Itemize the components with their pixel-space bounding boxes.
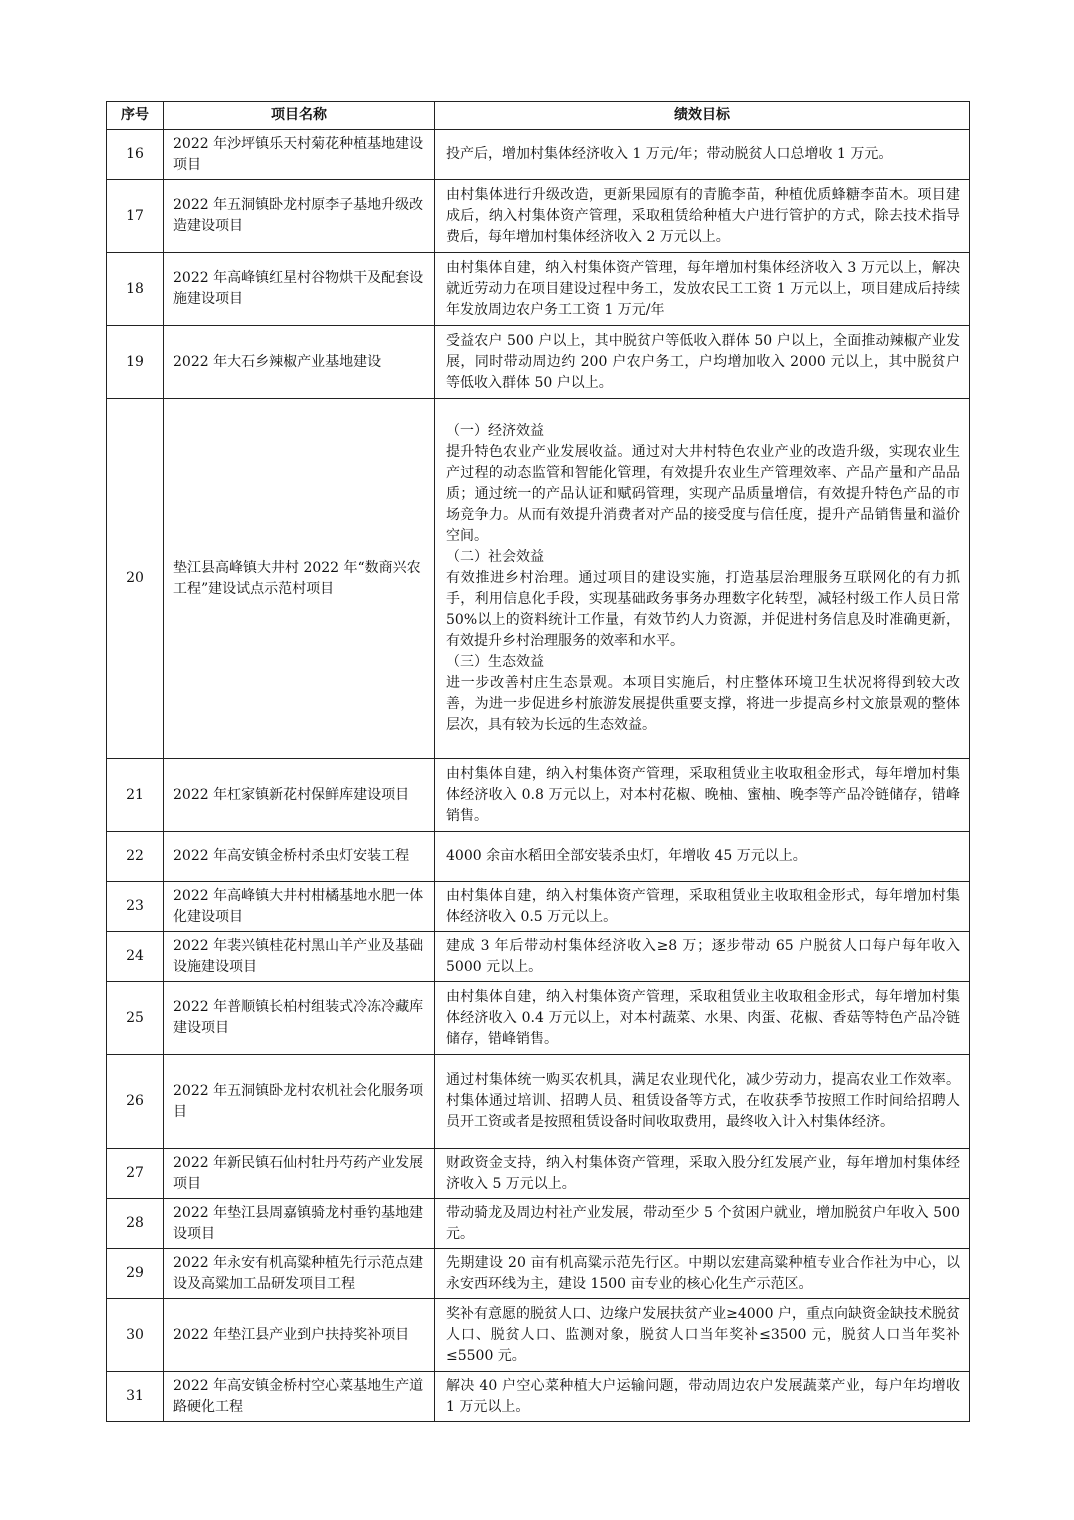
- row-number: 16: [107, 130, 164, 180]
- performance-goal: 带动骑龙及周边村社产业发展，带动至少 5 个贫困户就业，增加脱贫户年收入 500 元。: [435, 1199, 970, 1249]
- performance-goal: [435, 399, 970, 759]
- performance-goal: 先期建设 20 亩有机高粱示范先行区。中期以宏建高粱种植专业合作社为中心，以永安西环线为主，建设 1500 亩专业的核心化生产示范区。: [435, 1249, 970, 1299]
- performance-goal: 通过村集体统一购买农机具，满足农业现代化，减少劳动力，提高农业工作效率。村集体通过培训、招聘人员、租赁设备等方式，在收获季节按照工作时间给招聘人员开工资或者是按照租赁设备时间收取费用，最终收入计入村集体经济。: [435, 1055, 970, 1149]
- row-number: 18: [107, 253, 164, 326]
- goal-paragraph: 提升特色农业产业发展收益。通过对大井村特色农业产业的改造升级，实现农业生产过程的动态监管和智能化管理，有效提升农业生产管理效率、产品产量和产品品质；通过统一的产品认证和赋码管理，实现产品质量增信，有效提升特色产品的市场竞争力。从而有效提升消费者对产品的接受度与信任度，提升产品销售量和溢价空间。: [446, 444, 960, 544]
- performance-goal: 解决 40 户空心菜种植大户运输问题，带动周边农户发展蔬菜产业，每户年均增收 1 万元以上。: [435, 1372, 970, 1422]
- goal-heading: （三）生态效益: [446, 654, 544, 670]
- performance-goal: 受益农户 500 户以上，其中脱贫户等低收入群体 50 户以上，全面推动辣椒产业发展，同时带动周边约 200 户农户务工，户均增加收入 2000 元以上，其中脱贫户等低收入群体 50 户以上。: [435, 326, 970, 399]
- table-row: [107, 326, 970, 399]
- table-row: [107, 982, 970, 1055]
- table-row: [107, 832, 970, 882]
- project-name: 2022 年高峰镇大井村柑橘基地水肥一体化建设项目: [164, 882, 435, 932]
- header-name: 项目名称: [164, 102, 435, 130]
- header-goal: 绩效目标: [435, 102, 970, 130]
- performance-goal: 奖补有意愿的脱贫人口、边缘户发展扶贫产业≥4000 户，重点向缺资金缺技术脱贫人口、脱贫人口、监测对象，脱贫人口当年奖补≤3500 元，脱贫人口当年奖补≤5500 元。: [435, 1299, 970, 1372]
- performance-goal: 由村集体进行升级改造，更新果园原有的青脆李苗，种植优质蜂糖李苗木。项目建成后，纳入村集体资产管理，采取租赁给种植大户进行管护的方式，除去技术指导费后，每年增加村集体经济收入 2 万元以上。: [435, 180, 970, 253]
- table-row: [107, 1055, 970, 1149]
- performance-goal: 建成 3 年后带动村集体经济收入≥8 万；逐步带动 65 户脱贫人口每户每年收入 5000 元以上。: [435, 932, 970, 982]
- row-number: 21: [107, 759, 164, 832]
- table-row: [107, 253, 970, 326]
- row-number: 17: [107, 180, 164, 253]
- row-number: 29: [107, 1249, 164, 1299]
- performance-goal: 财政资金支持，纳入村集体资产管理，采取入股分红发展产业，每年增加村集体经济收入 5 万元以上。: [435, 1149, 970, 1199]
- project-name: 2022 年裴兴镇桂花村黑山羊产业及基础设施建设项目: [164, 932, 435, 982]
- row-number: 31: [107, 1372, 164, 1422]
- table-row: [107, 130, 970, 180]
- row-number: 26: [107, 1055, 164, 1149]
- table-header-row: [107, 102, 970, 130]
- project-name: 2022 年高安镇金桥村空心菜基地生产道路硬化工程: [164, 1372, 435, 1422]
- table-row: [107, 882, 970, 932]
- row-number: 23: [107, 882, 164, 932]
- project-name: 2022 年大石乡辣椒产业基地建设: [164, 326, 435, 399]
- table-row: [107, 180, 970, 253]
- project-name: 2022 年杠家镇新花村保鲜库建设项目: [164, 759, 435, 832]
- goal-paragraph: 有效推进乡村治理。通过项目的建设实施，打造基层治理服务互联网化的有力抓手，利用信息化手段，实现基础政务事务办理数字化转型，减轻村级工作人员日常 50%以上的资料统计工作量，有效节约人力资源，并促进村务信息及时准确更新，有效提升乡村治理服务的效率和水平。: [446, 570, 960, 649]
- table-row: [107, 1249, 970, 1299]
- project-name: 垫江县高峰镇大井村 2022 年“数商兴农工程”建设试点示范村项目: [164, 399, 435, 759]
- table-row: [107, 1149, 970, 1199]
- table-row: [107, 399, 970, 759]
- goal-heading: （一）经济效益: [446, 423, 544, 439]
- project-name: 2022 年新民镇石仙村牡丹芍药产业发展项目: [164, 1149, 435, 1199]
- performance-goal: 由村集体自建，纳入村集体资产管理，采取租赁业主收取租金形式，每年增加村集体经济收入 0.5 万元以上。: [435, 882, 970, 932]
- goal-heading: （二）社会效益: [446, 549, 544, 565]
- table-row: [107, 1372, 970, 1422]
- project-name: 2022 年五洞镇卧龙村原李子基地升级改造建设项目: [164, 180, 435, 253]
- table-row: [107, 1199, 970, 1249]
- performance-goal: 由村集体自建，纳入村集体资产管理，每年增加村集体经济收入 3 万元以上，解决就近劳动力在项目建设过程中务工，发放农民工工资 1 万元以上，项目建成后持续年发放周边农户务工工资 1 万元/年: [435, 253, 970, 326]
- row-number: 24: [107, 932, 164, 982]
- project-name: 2022 年高峰镇红星村谷物烘干及配套设施建设项目: [164, 253, 435, 326]
- project-name: 2022 年垫江县产业到户扶持奖补项目: [164, 1299, 435, 1372]
- row-number: 19: [107, 326, 164, 399]
- performance-goal: 由村集体自建，纳入村集体资产管理，采取租赁业主收取租金形式，每年增加村集体经济收入 0.8 万元以上，对本村花椒、晚柚、蜜柚、晚李等产品冷链储存，错峰销售。: [435, 759, 970, 832]
- table-row: [107, 932, 970, 982]
- row-number: 30: [107, 1299, 164, 1372]
- performance-table: [106, 101, 970, 1422]
- table-row: [107, 1299, 970, 1372]
- performance-goal: 4000 余亩水稻田全部安装杀虫灯，年增收 45 万元以上。: [435, 832, 970, 882]
- project-name: 2022 年永安有机高粱种植先行示范点建设及高粱加工品研发项目工程: [164, 1249, 435, 1299]
- project-name: 2022 年五洞镇卧龙村农机社会化服务项目: [164, 1055, 435, 1149]
- performance-goal: 由村集体自建，纳入村集体资产管理，采取租赁业主收取租金形式，每年增加村集体经济收入 0.4 万元以上，对本村蔬菜、水果、肉蛋、花椒、香菇等特色产品冷链储存，错峰销售。: [435, 982, 970, 1055]
- goal-paragraph: 进一步改善村庄生态景观。本项目实施后，村庄整体环境卫生状况将得到较大改善，为进一步促进乡村旅游发展提供重要支撑，将进一步提高乡村文旅景观的整体层次，具有较为长远的生态效益。: [446, 675, 960, 733]
- header-no: 序号: [107, 102, 164, 130]
- project-name: 2022 年垫江县周嘉镇骑龙村垂钓基地建设项目: [164, 1199, 435, 1249]
- project-name: 2022 年沙坪镇乐天村菊花种植基地建设项目: [164, 130, 435, 180]
- row-number: 27: [107, 1149, 164, 1199]
- performance-goal: 投产后，增加村集体经济收入 1 万元/年；带动脱贫人口总增收 1 万元。: [435, 130, 970, 180]
- project-name: 2022 年普顺镇长柏村组装式冷冻冷藏库建设项目: [164, 982, 435, 1055]
- row-number: 28: [107, 1199, 164, 1249]
- table-row: [107, 759, 970, 832]
- project-name: 2022 年高安镇金桥村杀虫灯安装工程: [164, 832, 435, 882]
- row-number: 22: [107, 832, 164, 882]
- row-number: 20: [107, 399, 164, 759]
- row-number: 25: [107, 982, 164, 1055]
